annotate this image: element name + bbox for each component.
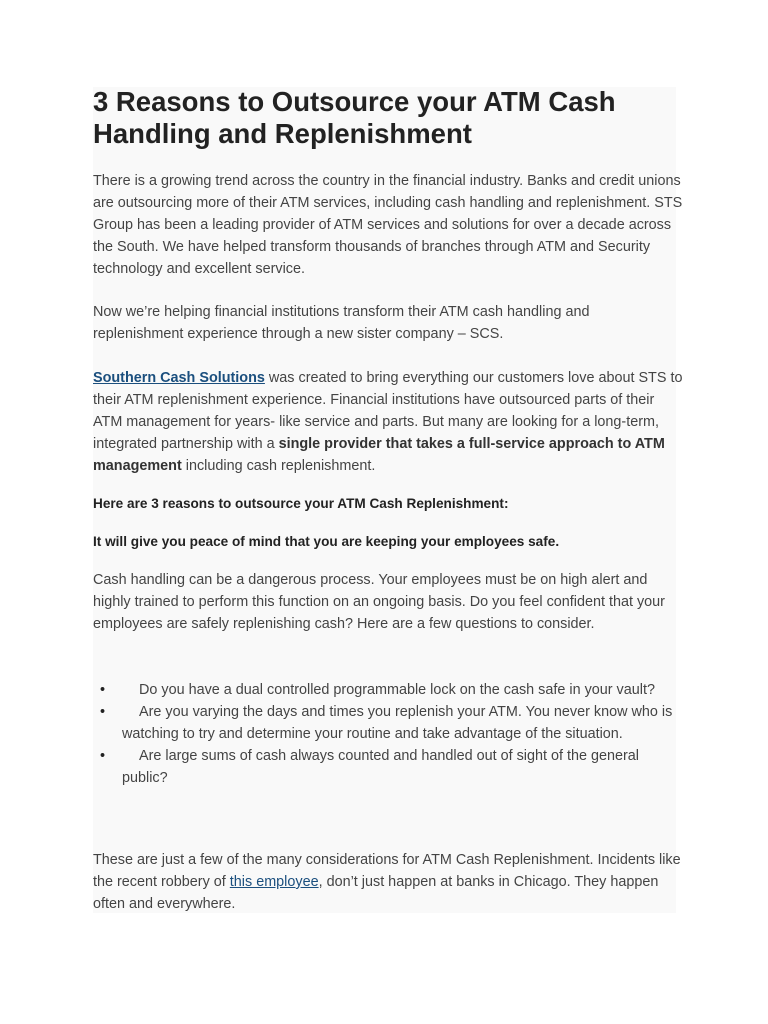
southern-cash-solutions-link[interactable]: Southern Cash Solutions xyxy=(93,370,265,386)
list-item-text: Are you varying the days and times you replenish your ATM. You never know who is watching to try and determine your routine and take advantage of the situation. xyxy=(122,704,673,742)
questions-list xyxy=(93,679,683,789)
reason-one-heading: It will give you peace of mind that you are keeping your employees safe. xyxy=(93,534,560,549)
list-item xyxy=(93,745,683,789)
closing-paragraph xyxy=(93,849,683,915)
list-item-text: Do you have a dual controlled programmable lock on the cash safe in your vault? xyxy=(139,682,655,698)
closing-text-a: These are just a few of the many considerations for ATM Cash Replenishment. Incidents like the recent robbery of xyxy=(93,852,681,890)
cash-handling-paragraph: Cash handling can be a dangerous process. Your employees must be on high alert and highly trained to perform this function on an ongoing basis. Do you feel confident that your employees are safely replenishing cash? Here are a few questions to consider. xyxy=(93,572,665,632)
closing-text-b: , don’t just happen at banks in Chicago. They happen often and everywhere. xyxy=(93,874,659,912)
intro-paragraph: There is a growing trend across the country in the financial industry. Banks and credit unions are outsourcing more of their ATM services, including cash handling and replenishment. STS Group has been a leading provider of ATM services and solutions for over a decade across the South. We have helped transform thousands of branches through ATM and Security technology and excellent service. xyxy=(93,173,683,277)
bullet-icon: • xyxy=(100,704,106,720)
sister-company-paragraph: Now we’re helping financial institutions transform their ATM cash handling and replenishment experience through a new sister company – SCS. xyxy=(93,304,590,342)
list-item-text: Are large sums of cash always counted and handled out of sight of the general public? xyxy=(122,748,639,786)
this-employee-link[interactable]: this employee xyxy=(229,874,319,890)
bullet-icon: • xyxy=(100,748,106,764)
reasons-heading: Here are 3 reasons to outsource your ATM Cash Replenishment: xyxy=(93,496,509,511)
scs-paragraph-text-b: including cash replenishment. xyxy=(181,458,376,474)
scs-paragraph-bold: single provider that takes a full-service approach to ATM management xyxy=(93,436,665,474)
article-title: 3 Reasons to Outsource your ATM Cash Handling and Replenishment xyxy=(93,86,616,149)
list-item xyxy=(93,679,683,701)
scs-paragraph xyxy=(93,367,683,477)
list-item xyxy=(93,701,683,745)
bullet-icon: • xyxy=(100,682,106,698)
scs-paragraph-text-a: was created to bring everything our customers love about STS to their ATM replenishment experience. Financial institutions have outsourced parts of their ATM management for years- like service and parts. But many are looking for a long-term, integrated partnership with a xyxy=(93,370,683,452)
